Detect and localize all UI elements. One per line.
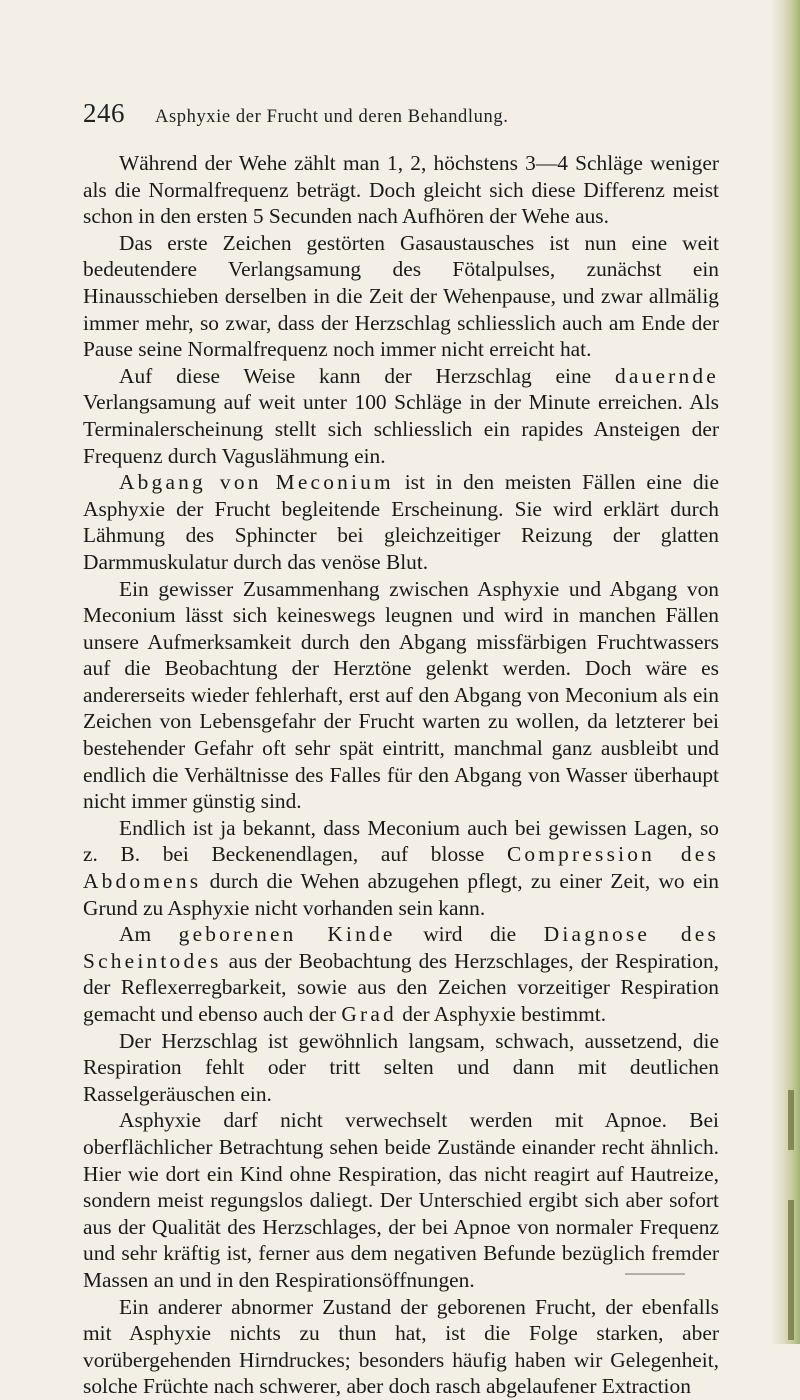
page-edge-shadow bbox=[770, 0, 800, 1344]
text-run: Endlich ist ja bekannt, dass Meconium auch bei gewissen Lagen, so z. B. bei Beckenendlagen, auf blosse bbox=[83, 815, 719, 867]
emphasized-term: Diagnose des Scheintodes bbox=[83, 922, 719, 973]
paragraph: Ein anderer abnormer Zustand der geborenen Frucht, der ebenfalls mit Asphyxie nichts zu thun hat, ist die Folge starken, aber vorübergehenden Hirndruckes; besonders häufig haben wir Gelegenheit, solche Früchte nach schwerer, aber doch rasch abgelaufener Extraction bbox=[83, 1294, 719, 1399]
paragraph bbox=[83, 921, 719, 1027]
paragraph: Asphyxie darf nicht verwechselt werden mit Apnoe. Bei oberflächlicher Betrachtung sehen beide Zustände einander recht ähnlich. Hier wie dort ein Kind ohne Respiration, das nicht reagirt auf Hautreize, sondern meist regungslos daliegt. Der Unterschied ergibt sich aber sofort aus der Qualität des Herzschlages, der bei Apnoe von normaler Frequenz und sehr kräftig ist, ferner aus dem negativen Befunde bezüglich fremder Massen an und in den Respirationsöffnungen. bbox=[83, 1108, 719, 1292]
paragraph bbox=[83, 363, 719, 469]
page-header bbox=[83, 98, 723, 132]
emphasized-term: dauernde bbox=[615, 363, 719, 388]
text-run: ist in den meisten Fällen eine die Asphyxie der Frucht begleitende Erscheinung. Sie wird erklärt durch Lähmung des Sphincter bei gleichzeitiger Reizung der glatten Darmmuskulatur durch das venöse Blut. bbox=[83, 470, 719, 574]
emphasized-term: Grad bbox=[341, 1002, 397, 1026]
text-run: durch die Wehen abzugehen pflegt, zu einer Zeit, wo ein Grund zu Asphyxie nicht vorhanden sein kann. bbox=[83, 869, 719, 920]
running-title: Asphyxie der Frucht und deren Behandlung. bbox=[155, 107, 509, 127]
paragraph bbox=[83, 815, 719, 921]
emphasized-term: Compression des Abdomens bbox=[83, 842, 719, 894]
paragraph bbox=[83, 469, 719, 575]
text-run: Auf diese Weise kann der Herzschlag eine bbox=[119, 363, 615, 388]
text-run: wird die bbox=[395, 922, 544, 947]
text-run: der Asphyxie bestimmt. bbox=[396, 1002, 607, 1026]
emphasized-term: Abgang von Meconium bbox=[119, 470, 394, 495]
catchword-rule bbox=[625, 1273, 685, 1275]
body-text bbox=[83, 150, 719, 1400]
page-number: 246 bbox=[83, 98, 125, 128]
edge-mark bbox=[788, 1200, 794, 1340]
edge-mark bbox=[788, 1090, 794, 1150]
paragraph: Der Herzschlag ist gewöhnlich langsam, schwach, aussetzend, die Respiration fehlt oder tritt selten und dann mit deutlichen Rasselgeräuschen ein. bbox=[83, 1028, 719, 1106]
text-run: Verlangsamung auf weit unter 100 Schläge in der Minute erreichen. Als Terminalerscheinung stellt sich schliesslich ein rapides Ansteigen der Frequenz durch Vaguslähmung ein. bbox=[83, 390, 719, 468]
text-run: aus der Beobachtung des Herzschlages, der Respiration, der Reflexerregbarkeit, sowie aus den Zeichen vorzeitiger Respiration gemacht und ebenso auch der bbox=[83, 948, 719, 1026]
paragraph: Das erste Zeichen gestörten Gasaustausches ist nun eine weit bedeutendere Verlangsamung des Fötalpulses, zunächst ein Hinausschieben derselben in die Zeit der Wehenpause, und zwar allmälig immer mehr, so zwar, dass der Herzschlag schliesslich auch am Ende der Pause seine Normalfrequenz noch immer nicht erreicht hat. bbox=[83, 230, 719, 362]
emphasized-term: geborenen Kinde bbox=[178, 922, 396, 947]
paragraph: Während der Wehe zählt man 1, 2, höchstens 3—4 Schläge weniger als die Normalfrequenz beträgt. Doch gleicht sich diese Differenz meist schon in den ersten 5 Secunden nach Aufhören der Wehe aus. bbox=[83, 151, 719, 229]
text-run: Am bbox=[119, 922, 179, 947]
paragraph: Ein gewisser Zusammenhang zwischen Asphyxie und Abgang von Meconium lässt sich keineswegs leugnen und wird in manchen Fällen unsere Aufmerksamkeit durch den Abgang missfärbigen Fruchtwassers auf die Beobachtung der Herztöne gelenkt werden. Doch wäre es andererseits wieder fehlerhaft, erst auf den Abgang von Meconium als ein Zeichen von Lebensgefahr der Frucht warten zu wollen, da letzterer bei bestehender Gefahr oft sehr spät eintritt, manchmal ganz ausbleibt und endlich die Verhältnisse des Falles für den Abgang von Wasser überhaupt nicht immer günstig sind. bbox=[83, 576, 719, 814]
